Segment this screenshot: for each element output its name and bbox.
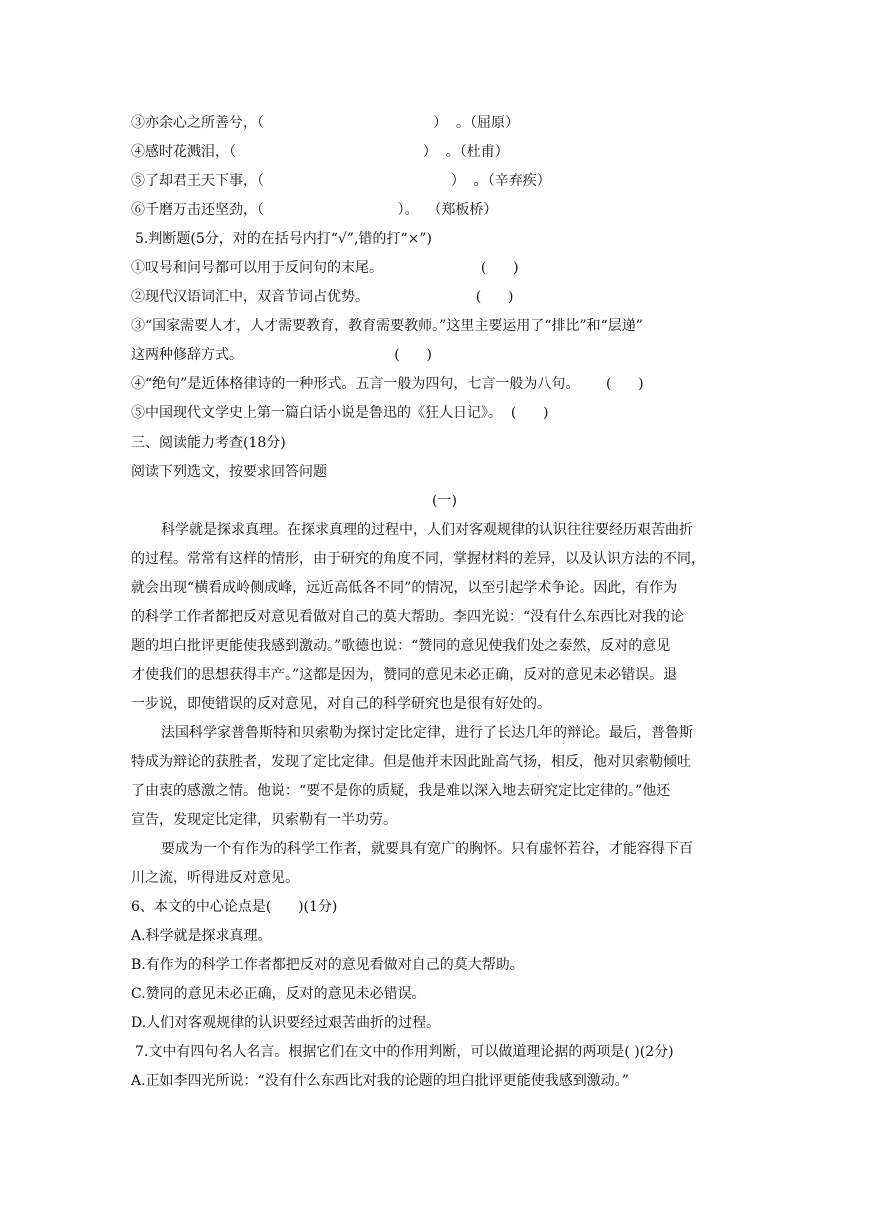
question-5-title: 5.判断题(5分，对的在括号内打“√”,错的打“×”) — [135, 231, 432, 247]
passage-line: 才使我们的思想获得丰产。”这都是因为，赞同的意见未必正确，反对的意见未必错误。退 — [131, 667, 678, 683]
fill-blank-line-6: ⑥千磨万击还坚劲，（ ）。 （郑板桥） — [131, 202, 498, 218]
passage-line: 的过程。常常有这样的情形，由于研究的角度不同，掌握材料的差异，以及认识方法的不同， — [131, 551, 705, 567]
passage-line: 了由衷的感激之情。他说：“要不是你的质疑，我是难以深入地去研究定比定律的。”他还 — [131, 783, 671, 799]
passage-line: 宣告，发现定比定律，贝索勒有一半功劳。 — [131, 812, 397, 828]
question-7-stem: 7.文中有四句名人名言。根据它们在文中的作用判断，可以做道理论据的两项是( )(2分) — [135, 1044, 674, 1060]
passage-line: 的科学工作者都把反对意见看做对自己的莫大帮助。李四光说：“没有什么东西比对我的论 — [131, 609, 685, 625]
question-5-item-4: ④“绝句”是近体格律诗的一种形式。五言一般为四句，七言一般为八句。 ( ) — [131, 376, 644, 392]
section-3-title: 三、阅读能力考查(18分) — [131, 435, 286, 451]
question-5-item-1: ①叹号和问号都可以用于反问句的末尾。 ( ) — [131, 260, 519, 276]
passage-line: 川之流，听得进反对意见。 — [131, 870, 299, 886]
passage-line: 一步说，即使错误的反对意见，对自己的科学研究也是很有好处的。 — [131, 696, 551, 712]
question-6-option-a: A.科学就是探求真理。 — [131, 928, 272, 944]
question-5-item-3: ③“国家需要人才，人才需要教育，教育需要教师。”这里主要运用了“排比”和“层递” — [131, 318, 643, 334]
question-6-option-b: B.有作为的科学工作者都把反对的意见看做对自己的莫大帮助。 — [131, 957, 524, 973]
question-6-option-d: D.人们对客观规律的认识要经过艰苦曲折的过程。 — [131, 1015, 441, 1031]
passage-line: 就会出现“横看成岭侧成峰，远近高低各不同”的情况，以至引起学术争论。因此，有作为 — [131, 580, 678, 596]
passage-line: 法国科学家普鲁斯特和贝索勒为探讨定比定律，进行了长达几年的辩论。最后，普鲁斯 — [161, 725, 693, 741]
question-6-option-c: C.赞同的意见未必正确，反对的意见未必错误。 — [131, 986, 426, 1002]
question-5-item-3-cont: 这两种修辞方式。 ( ) — [131, 347, 432, 363]
passage-line: 要成为一个有作为的科学工作者，就要具有宽广的胸怀。只有虚怀若谷，才能容得下百 — [161, 841, 693, 857]
question-5-item-2: ②现代汉语词汇中，双音节词占优势。 ( ) — [131, 289, 514, 305]
fill-blank-line-5: ⑤了却君王天下事，（ ） 。（辛弃疾） — [131, 173, 551, 189]
question-5-item-5: ⑤中国现代文学史上第一篇白话小说是鲁迅的《狂人日记》。 ( ) — [131, 405, 549, 421]
passage-line: 题的坦白批评更能使我感到激动。”歌德也说：“赞同的意见使我们处之泰然，反对的意见 — [131, 638, 671, 654]
section-3-intro: 阅读下列选文，按要求回答问题 — [131, 464, 327, 480]
fill-blank-line-3: ③亦余心之所善兮，（ ） 。（屈原） — [131, 115, 520, 131]
question-6-stem: 6、本文的中心论点是( )(1分) — [131, 899, 338, 915]
question-7-option-a: A.正如李四光所说：“没有什么东西比对我的论题的坦白批评更能使我感到激动。” — [131, 1073, 629, 1089]
fill-blank-line-4: ④感时花溅泪，（ ） 。（杜甫） — [131, 144, 509, 160]
passage-line: 科学就是探求真理。在探求真理的过程中，人们对客观规律的认识往往要经历艰苦曲折 — [161, 522, 693, 538]
passage-line: 特成为辩论的获胜者，发现了定比定律。但是他并未因此趾高气扬，相反，他对贝索勒倾吐 — [131, 754, 691, 770]
passage-label: (一) — [432, 493, 457, 509]
